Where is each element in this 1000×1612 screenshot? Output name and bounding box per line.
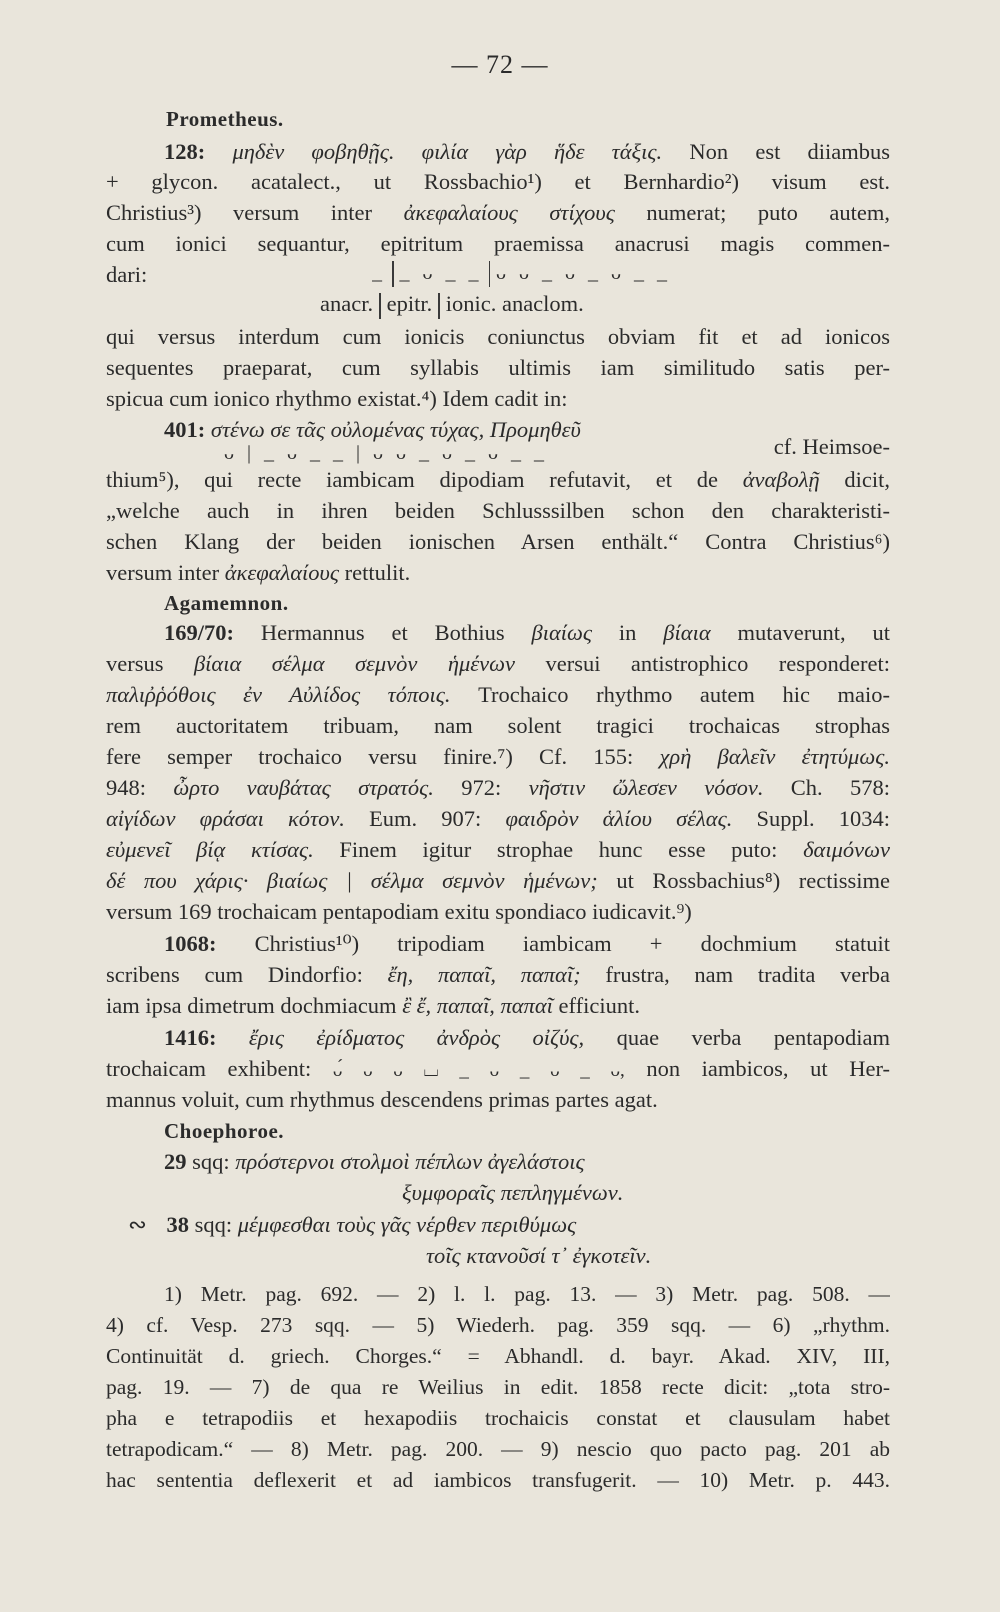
text-span: Christius¹⁰) tripodiam iambicam + dochmium statuit bbox=[254, 931, 890, 956]
text-line: qui versus interdum cum ionicis coniunctus obviam fit et ad ionicos bbox=[106, 324, 890, 349]
text-line: + glycon. acatalect., ut Rossbachio¹) et Bernhardio²) visum est. bbox=[106, 169, 890, 194]
text-line bbox=[106, 773, 890, 803]
metre-anacrusis: _ bbox=[372, 262, 386, 284]
greek-quote: μηδὲν φοβηθῇς. φιλία γὰρ ἥδε τάξις. bbox=[232, 139, 663, 164]
text-line: spicua cum ionico rhythmo existat.⁴) Idem cadit in: bbox=[106, 386, 568, 411]
text-span: 948: bbox=[106, 775, 147, 800]
greek-quote: στένω σε τᾶς οὐλομένας τύχας, Προμηθεῦ bbox=[210, 417, 581, 442]
metre-divider bbox=[379, 293, 381, 319]
verse-number: 128: bbox=[164, 139, 206, 164]
text-span: cf. Heimsoe- bbox=[773, 434, 890, 459]
text-span: trochaicam exhibent: bbox=[106, 1056, 312, 1081]
text-line bbox=[106, 649, 890, 679]
text-line: „welche auch in ihren beiden Schlusssilben schon den charakteristi- bbox=[106, 498, 890, 523]
text-line bbox=[106, 1210, 890, 1240]
text-span: versus bbox=[106, 651, 164, 676]
metre-ionic: ᴗ ᴗ _ ᴗ _ ᴗ _ _ bbox=[496, 262, 671, 284]
text-line bbox=[106, 198, 890, 228]
text-line: dari: bbox=[106, 262, 148, 287]
text-span: in bbox=[618, 620, 637, 645]
text-span: iam ipsa dimetrum dochmiacum bbox=[106, 993, 397, 1018]
text-span: Hermannus et Bothius bbox=[260, 620, 505, 645]
metre-label: anacr. bbox=[320, 291, 374, 316]
text-span: versum inter bbox=[106, 560, 220, 585]
footnote-line: pha e tetrapodiis et hexapodiis trochaicis constat et clausulam habet bbox=[106, 1406, 890, 1430]
text-span: ∾ bbox=[128, 1212, 147, 1237]
greek-quote: ἒ ἔ, παπαῖ, παπαῖ bbox=[402, 993, 553, 1018]
text-span: fere semper trochaico versu finire.⁷) Cf. 155: bbox=[106, 744, 634, 769]
text-line bbox=[106, 1147, 890, 1177]
page-number: — 72 — bbox=[451, 50, 549, 79]
footnote-line: 1) Metr. pag. 692. — 2) l. l. pag. 13. — 3) Metr. pag. 508. — bbox=[164, 1282, 890, 1306]
greek-quote: βίαια σέλμα σεμνὸν ἡμένων bbox=[193, 651, 516, 676]
footnote-line: tetrapodicam.“ — 8) Metr. pag. 200. — 9) nescio quo pacto pag. 201 ab bbox=[106, 1437, 890, 1461]
text-span: Finem igitur strophae hunc esse puto: bbox=[339, 837, 778, 862]
text-line bbox=[106, 835, 890, 865]
greek-quote: ἔρις ἐρίδματος ἀνδρὸς οἰζύς, bbox=[248, 1025, 585, 1050]
text-span: Trochaico rhythmo autem hic maio- bbox=[478, 682, 890, 707]
text-line bbox=[106, 929, 890, 959]
metre-divider bbox=[489, 261, 491, 287]
verse-number: 38 bbox=[166, 1212, 189, 1237]
text-span: Eum. 907: bbox=[369, 806, 482, 831]
footnote-line: pag. 19. — 7) de qua re Weilius in edit. 1858 recte dicit: „tota stro- bbox=[106, 1375, 890, 1399]
verse-number: 1416: bbox=[164, 1025, 217, 1050]
text-span: ut Rossbachius⁸) rectissime bbox=[616, 868, 890, 893]
verse-number: 1068: bbox=[164, 931, 217, 956]
greek-quote: ἀκεφαλαίους στίχους bbox=[403, 200, 615, 225]
text-span: non iambicos, ut Her- bbox=[646, 1056, 890, 1081]
greek-quote: νῆστιν ὤλεσεν νόσον. bbox=[528, 775, 764, 800]
greek-quote: τοῖς κτανοῦσί τ᾽ ἐγκοτεῖν. bbox=[426, 1243, 652, 1268]
text-line bbox=[106, 680, 890, 710]
text-line bbox=[106, 618, 890, 648]
metrical-scheme: ᴗ | _ ᴗ _ _ | ᴗ ᴗ _ ᴗ _ ᴗ _ _ bbox=[224, 442, 549, 464]
metre-label: epitr. bbox=[386, 291, 433, 316]
text-span: frustra, nam tradita verba bbox=[605, 962, 890, 987]
text-line: versum 169 trochaicam pentapodiam exitu spondiaco iudicavit.⁹) bbox=[106, 899, 692, 924]
footnote-line: 4) cf. Vesp. 273 sqq. — 5) Wiederh. pag. 359 sqq. — 6) „rhythm. bbox=[106, 1313, 890, 1337]
greek-quote: βίαια bbox=[663, 620, 711, 645]
text-span: quae verba pentapodiam bbox=[616, 1025, 890, 1050]
text-span: versui antistrophico responderet: bbox=[545, 651, 890, 676]
metre-label: ionic. anaclom. bbox=[445, 291, 584, 316]
greek-quote: φαιδρὸν ἁλίου σέλας. bbox=[505, 806, 733, 831]
metre-epitrite: _ ᴗ _ _ bbox=[399, 262, 483, 284]
text-span: numerat; puto autem, bbox=[646, 200, 890, 225]
greek-quote: ἔη, παπαῖ, παπαῖ; bbox=[387, 962, 581, 987]
text-span: sqq: bbox=[194, 1212, 233, 1237]
greek-quote: ξυμφοραῖς πεπληγμένων. bbox=[402, 1180, 624, 1205]
text-span: 972: bbox=[461, 775, 502, 800]
greek-quote: αἰγίδων φράσαι κότον. bbox=[106, 806, 345, 831]
greek-quote: ἀκεφαλαίους bbox=[224, 560, 339, 585]
metre-divider bbox=[438, 293, 440, 319]
greek-quote: εὐμενεῖ βίᾳ κτίσας. bbox=[106, 837, 314, 862]
greek-quote: πρόστερνοι στολμοὶ πέπλων ἀγελάστοις bbox=[235, 1149, 585, 1174]
section-heading-choephoroe: Choephoroe. bbox=[164, 1119, 285, 1143]
section-heading-agamemnon: Agamemnon. bbox=[164, 591, 289, 615]
metre-divider bbox=[392, 261, 394, 287]
text-span: mutaverunt, ut bbox=[737, 620, 890, 645]
footnote-line: Continuität d. griech. Chorges.“ = Abhandl. d. bayr. Akad. XIV, III, bbox=[106, 1344, 890, 1368]
text-line bbox=[106, 991, 890, 1021]
text-span: sqq: bbox=[192, 1149, 230, 1174]
text-span: Suppl. 1034: bbox=[756, 806, 890, 831]
text-span: thium⁵), qui recte iambicam dipodiam refutavit, et de bbox=[106, 467, 718, 492]
text-span: Non est diiambus bbox=[689, 139, 890, 164]
text-line bbox=[106, 960, 890, 990]
text-line: cum ionici sequantur, epitritum praemissa anacrusi magis commen- bbox=[106, 231, 890, 256]
greek-quote: ὦρτο ναυβάτας στρατός. bbox=[173, 775, 434, 800]
text-line bbox=[106, 1054, 890, 1086]
text-line bbox=[106, 804, 890, 834]
text-span: Christius³) versum inter bbox=[106, 200, 373, 225]
greek-quote: μέμφεσθαι τοὺς γᾶς νέρθεν περιθύμως bbox=[237, 1212, 577, 1237]
text-line: rem auctoritatem tribuam, nam solent tragici trochaicas strophas bbox=[106, 713, 890, 738]
text-span: scribens cum Dindorfio: bbox=[106, 962, 363, 987]
greek-quote: δαιμόνων bbox=[803, 837, 890, 862]
verse-number: 29 bbox=[164, 1149, 187, 1174]
greek-quote: παλιῤῥόθοις ἐν Αὐλίδος τόποις. bbox=[106, 682, 451, 707]
text-span: Ch. 578: bbox=[790, 775, 890, 800]
text-line bbox=[106, 742, 890, 772]
metre-labels bbox=[320, 289, 720, 319]
metrical-scheme: ᴗ́ ᴗ ᴗ ⌴ _ ᴗ _ ᴗ _ ᴗ, bbox=[332, 1060, 625, 1081]
text-span: rettulit. bbox=[344, 560, 411, 585]
greek-quote: βιαίως bbox=[531, 620, 593, 645]
text-line: sequentes praeparat, cum syllabis ultimis iam similitudo satis per- bbox=[106, 355, 890, 380]
text-line: schen Klang der beiden ionischen Arsen enthält.“ Contra Christius⁶) bbox=[106, 529, 890, 554]
text-line: mannus voluit, cum rhythmus descendens primas partes agat. bbox=[106, 1087, 658, 1112]
text-line bbox=[106, 465, 890, 495]
greek-quote: δέ που χάρις· βιαίως | σέλμα σεμνὸν ἡμένων; bbox=[106, 868, 598, 893]
verse-number: 169/70: bbox=[164, 620, 234, 645]
text-line bbox=[106, 137, 890, 167]
footnote-line: hac sententia deflexerit et ad iambicos transfugerit. — 10) Metr. p. 443. bbox=[106, 1468, 890, 1492]
metrical-scheme bbox=[372, 258, 772, 288]
text-span: efficiunt. bbox=[558, 993, 640, 1018]
verse-number: 401: bbox=[164, 417, 206, 442]
text-line bbox=[106, 1023, 890, 1053]
text-line bbox=[106, 558, 890, 588]
section-heading-prometheus: Prometheus. bbox=[166, 107, 284, 131]
greek-quote: ἀναβολῇ bbox=[742, 467, 820, 492]
text-span: dicit, bbox=[844, 467, 890, 492]
text-line bbox=[106, 866, 890, 896]
greek-quote: χρὴ βαλεῖν ἐτητύμως. bbox=[659, 744, 890, 769]
